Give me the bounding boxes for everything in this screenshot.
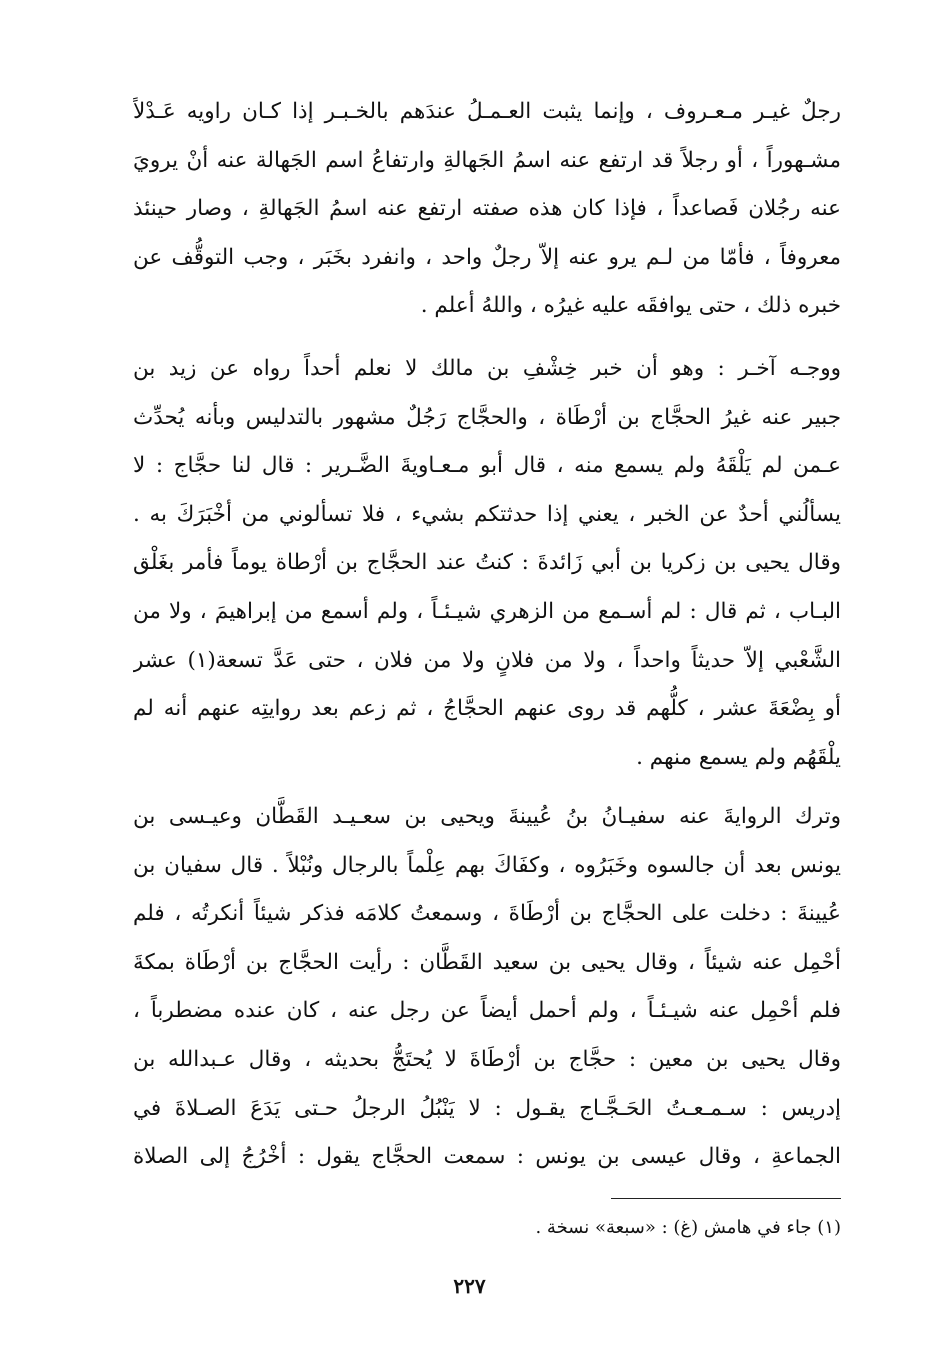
footnote-separator [611, 1198, 841, 1199]
text-line: يونس بعد أن جالسوه وخَبَرُوه ، وكفَاكَ بهم عِلْماً بالرجال ونُبْلاً . قال سفيان بن [133, 852, 841, 878]
text-line: جبير عنه غيرُ الحجَّاج بن أرْطَاة ، والحجَّاج رَجُلٌ مشهور بالتدليس وبأنه يُحدِّث [133, 404, 841, 430]
text-line: وترك الروايةَ عنه سفيـانُ بنُ عُيينةَ ويحيى بن سعـيـد القَطَّان وعيـسى بن [133, 804, 841, 829]
text-line: وقال يحيى بن معين : حجَّاج بن أرْطَاةَ لا يُحتَجُّ بحديثه ، وقال عـبدالله بن [133, 1046, 841, 1072]
text-line: يلْقَهُم ولم يسمع منهم . [636, 744, 841, 770]
text-line: فلم أحْمِل عنه شيـئـاً ، ولم أحمل أيضاً عن رجل عنه ، كان عنده مضطرباً ، [133, 998, 841, 1024]
text-line: أحْمِل عنه شيئاً ، وقال يحيى بن سعيد القَطَّان : رأيت الحجَّاج بن أرْطَاة بمكةَ [133, 949, 841, 975]
footnote: (١) جاء في هامش (غ) : «سبعة» نسخة . [535, 1217, 841, 1238]
page-number: ٢٢٧ [453, 1274, 486, 1298]
paragraph-3 [133, 793, 841, 1182]
text-line: ووجـه آخـر : وهو أن خبر خِشْفِ بن مالك لا نعلم أحداً رواه عن زيد بن [133, 356, 841, 381]
text-line: عـمن لم يَلْقَهُ ولم يسمع منه ، قال أبو مـعـاويةَ الضَّـرير : قال لنا حجَّاج : لا [133, 453, 841, 479]
text-line: البـاب ، ثم قال : لم أسـمع من الزهري شيـئـاً ، ولم أسمع من إبراهيمَ ، ولا من [133, 598, 841, 624]
text-line: أو بِضْعَةَ عشر ، كلُّهم قد روى عنهم الحجَّاجُ ، ثم زعم بعد روايتِه عنهم أنه لم [133, 696, 841, 722]
text-line: مشـهوراً ، أو رجلاً قد ارتفع عنه اسمُ الجَهالةِ وارتفاعُ اسم الجَهالة عنه أنْ يرويَ [133, 147, 841, 173]
paragraph-2 [133, 345, 841, 782]
text-line: إدريس : سـمـعـتُ الحَـجَّـاج يقـول : لا يَنْبُلُ الرجلُ حـتى يَدَعَ الصـلاةَ في [133, 1095, 841, 1121]
text-line: الشَّعْبي إلاّ حديثاً واحداً ، ولا من فلانٍ ولا من فلان ، حتى عَدَّ تسعة(١) عشر [133, 647, 841, 673]
text-line: الجماعةِ ، وقال عيسى بن يونس : سمعت الحجَّاج يقول : أخْرُجُ إلى الصلاة [133, 1144, 841, 1170]
text-line: عنه رجُلان فَصاعداً ، فإذا كان هذه صفته ارتفع عنه اسمُ الجَهالةِ ، وصار حينئذ [133, 196, 841, 222]
text-line: خبره ذلك ، حتى يوافقَه عليه غيرُه ، واللهُ أعلم . [420, 293, 841, 319]
text-line: معروفاً ، فأمّا من لـم يرو عنه إلاّ رجلٌ واحد ، وانفرد بخَبَر ، وجب التوقُّف عن [133, 244, 841, 270]
text-line: عُيينةَ : دخلت على الحجَّاج بن أرْطَاةَ ، وسمعتُ كلامَه فذكر شيئاً أنكرتُه ، فلم [133, 901, 841, 927]
paragraph-1 [133, 88, 841, 331]
text-line: يسألُني أحدٌ عن الخبر ، يعني إذا حدثتكم بشيء ، فلا تسألوني من أخْبَرَكَ به . [133, 501, 841, 527]
text-line: رجلٌ غيـر مـعـروف ، وإنما يثبت العـمـلُ عندَهم بالخـبـر إذا كـان راويه عَـدْلاً [133, 99, 841, 124]
text-line: وقال يحيى بن زكريا بن أبي زَائدةَ : كنتُ عند الحجَّاج بن أرْطاة يوماً فأمر بغَلْق [133, 550, 841, 576]
